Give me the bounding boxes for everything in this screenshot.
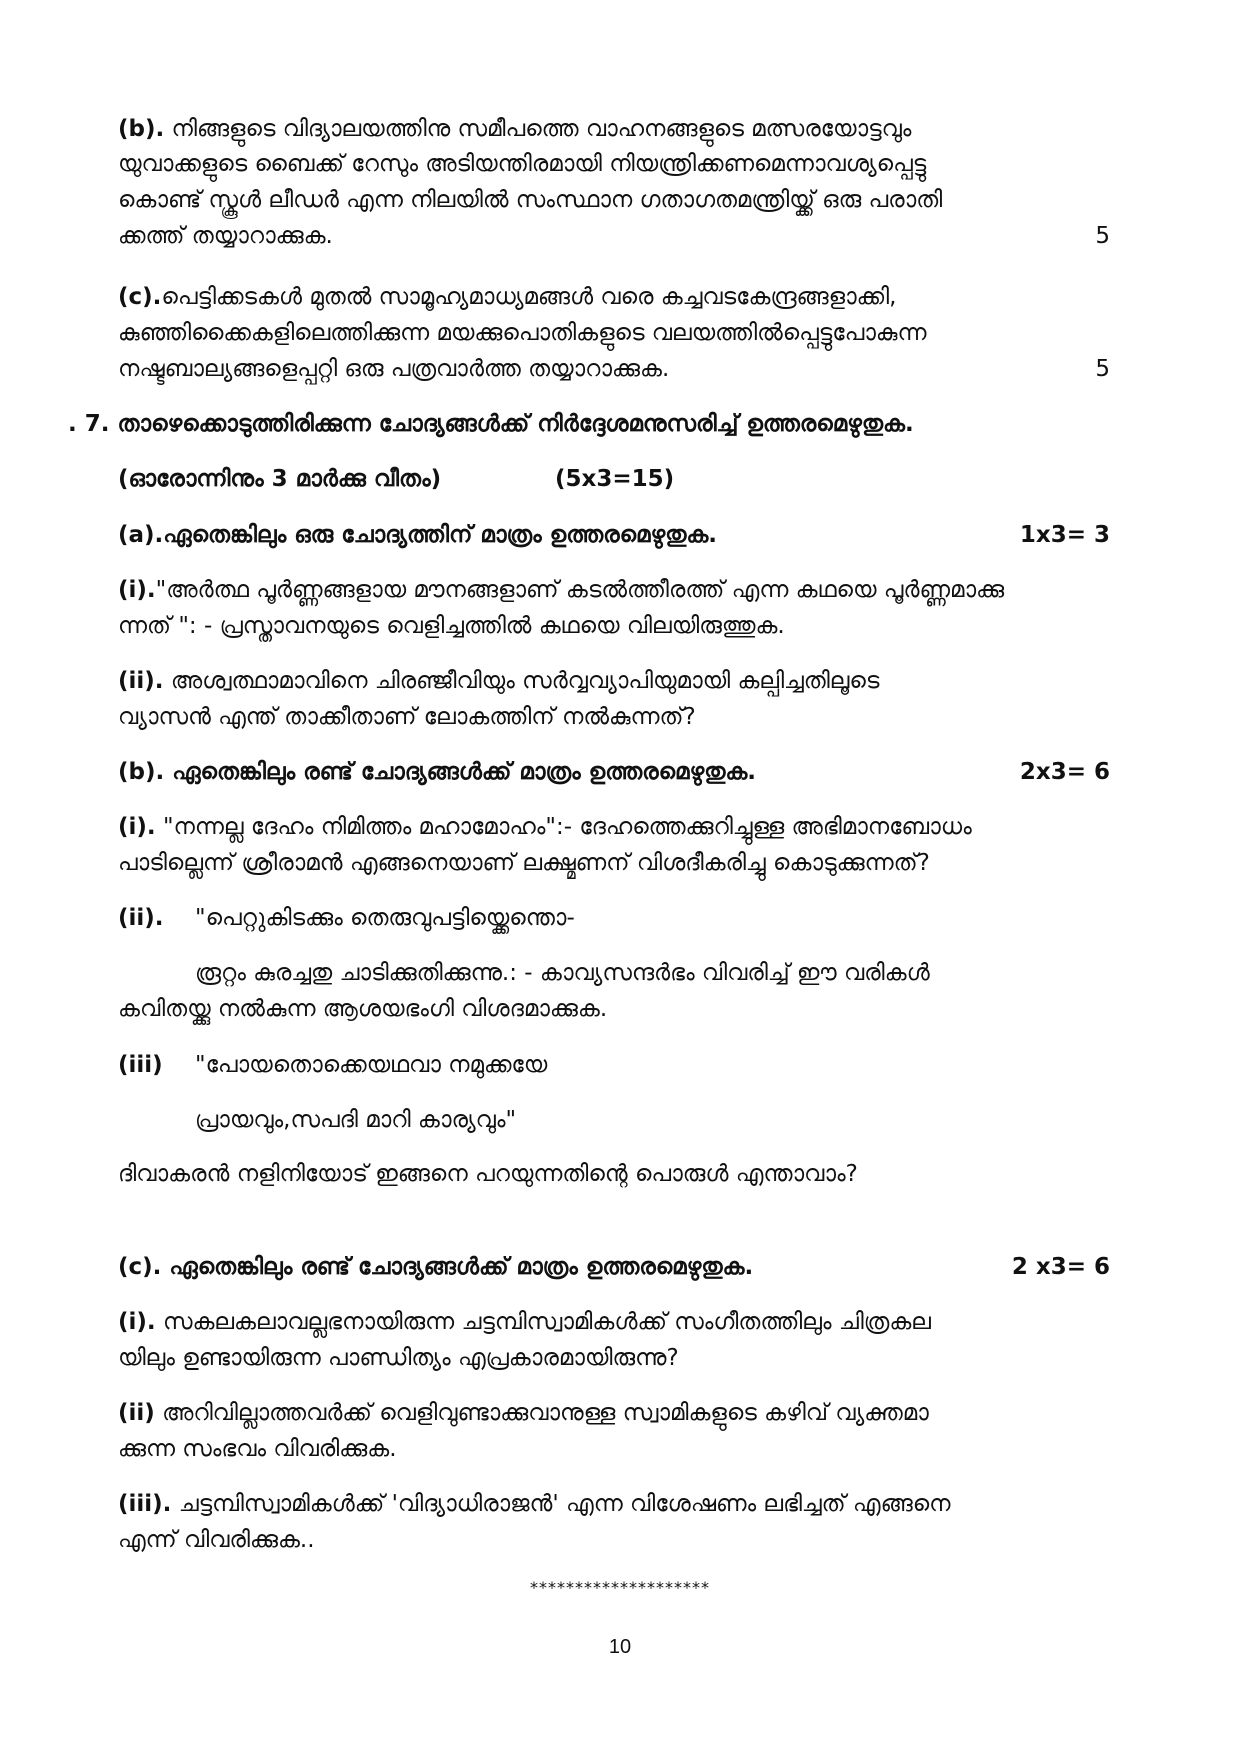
q7b-i-line-2: പാടില്ലെന്ന് ശ്രീരാമൻ എങ്ങനെയാണ് ലക്ഷ്മണന് വിശദീകരിച്ചു കൊടുക്കുന്നത്?	[118, 850, 930, 876]
q7c-ii-line-1	[118, 1396, 929, 1430]
q7c-iii-line-1	[118, 1487, 950, 1521]
q7b-i-line-1	[118, 810, 972, 844]
q6b-mark: 5	[1095, 223, 1110, 249]
q7a-i-text-1: "അർത്ഥ പൂർണ്ണങ്ങളായ മൗനങ്ങളാണ് കടൽത്തീരത്ത് എന്ന കഥയെ പൂർണ്ണമാക്കു	[155, 577, 1005, 603]
q6b-line-1	[118, 112, 911, 146]
q6c-label: (c).	[118, 284, 162, 310]
q6b-label: (b).	[118, 116, 165, 142]
q7-heading: . 7. താഴെക്കൊടുത്തിരിക്കുന്ന ചോദ്യങ്ങൾക്ക് നിർദ്ദേശമനുസരിച്ച് ഉത്തരമെഴുതുക.	[68, 411, 914, 437]
q6b-line-2: യുവാക്കളുടെ ബൈക്ക് റേസും അടിയന്തിരമായി നിയന്ത്രിക്കണമെന്നാവശ്യപ്പെട്ടു	[118, 151, 927, 177]
q7b-iii-line-1: "പോയതൊക്കെയഥവാ നമുക്കയേ	[195, 1052, 548, 1078]
q6b-line-3: കൊണ്ട് സ്കൂൾ ലീഡർ എന്ന നിലയിൽ സംസ്ഥാന ഗതാഗതമന്ത്രിയ്ക്ക് ഒരു പരാതി	[118, 187, 943, 213]
q7a-ii-line-2: വ്യാസൻ എന്ത് താക്കീതാണ് ലോകത്തിന് നൽകുന്നത്?	[118, 704, 696, 730]
q7c-ii-label: (ii)	[118, 1400, 155, 1426]
q7c-instruction: (c). ഏതെങ്കിലും രണ്ട് ചോദ്യങ്ങൾക്ക് മാത്രം ഉത്തരമെഴുതുക.	[118, 1254, 754, 1280]
q7b-iii-line-2: പ്രായവും,സപദി മാറി കാര്യവും"	[195, 1107, 517, 1133]
q6c-text-1: പെട്ടിക്കടകൾ മുതൽ സാമൂഹ്യമാധ്യമങ്ങൾ വരെ കച്ചവടകേന്ദ്രങ്ങളാക്കി,	[161, 284, 897, 310]
q7b-ii-line-2: രൂറ്റം കുരച്ചതു ചാടിക്കുതിക്കുന്നു.: - കാവ്യസന്ദർഭം വിവരിച്ച് ഈ വരികൾ	[195, 960, 930, 986]
q6b-line-4: ക്കത്ത് തയ്യാറാക്കുക.	[118, 223, 333, 249]
q7a-i-line-1	[118, 573, 1004, 607]
q7a-ii-line-1	[118, 664, 879, 698]
q7b-iii-label: (iii)	[118, 1052, 163, 1078]
q7a-i-line-2: ന്നത് ": - പ്രസ്താവനയുടെ വെളിച്ചത്തിൽ കഥയെ വിലയിരുത്തുക.	[118, 613, 785, 639]
q7c-i-label: (i).	[118, 1309, 156, 1335]
q6c-line-3: നഷ്ടബാല്യങ്ങളെപ്പറ്റി ഒരു പത്രവാർത്ത തയ്യാറാക്കുക.	[118, 356, 670, 382]
q7c-ii-line-2: ക്കുന്ന സംഭവം വിവരിക്കുക.	[118, 1436, 397, 1462]
q7c-mark: 2 x3= 6	[1011, 1254, 1110, 1280]
q7c-i-text-1: സകലകലാവല്ലഭനായിരുന്ന ചട്ടമ്പിസ്വാമികൾക്ക് സംഗീതത്തിലും ചിത്രകല	[162, 1309, 931, 1335]
q6c-line-2: കുഞ്ഞിക്കൈകളിലെത്തിക്കുന്ന മയക്കുപൊതികളുടെ വലയത്തിൽപ്പെട്ടുപോകുന്ന	[118, 320, 927, 346]
q7c-iii-line-2: എന്ന് വിവരിക്കുക..	[118, 1527, 315, 1553]
q7b-i-label: (i).	[118, 814, 156, 840]
q7b-ii-line-1: "പെറ്റുകിടക്കും തെരുവുപട്ടിയ്ക്കെന്തൊ-	[195, 905, 575, 931]
q7c-iii-label: (iii).	[118, 1491, 172, 1517]
q7a-ii-label: (ii).	[118, 668, 164, 694]
q6b-text-1: നിങ്ങളുടെ വിദ്യാലയത്തിനു സമീപത്തെ വാഹനങ്ങളുടെ മത്സരയോട്ടവും	[171, 116, 912, 142]
q7c-iii-text-1: ചട്ടമ്പിസ്വാമികൾക്ക് 'വിദ്യാധിരാജൻ' എന്ന വിശേഷണം ലഭിച്ചത് എങ്ങനെ	[178, 1491, 951, 1517]
q7b-mark: 2x3= 6	[1019, 759, 1110, 785]
q7-marks-note: (ഓരോന്നിനും 3 മാർക്കു വീതം)	[118, 466, 442, 492]
q7-marks-total: (5x3=15)	[555, 466, 675, 492]
q6c-mark: 5	[1095, 356, 1110, 382]
q7a-mark: 1x3= 3	[1019, 522, 1110, 548]
q7b-ii-label: (ii).	[118, 905, 164, 931]
q7b-ii-line-3: കവിതയ്ക്കു നൽകുന്ന ആശയഭംഗി വിശദമാക്കുക.	[118, 996, 608, 1022]
q7a-instruction: (a).ഏതെങ്കിലും ഒരു ചോദ്യത്തിന് മാത്രം ഉത്തരമെഴുതുക.	[118, 522, 718, 548]
q7b-instruction: (b). ഏതെങ്കിലും രണ്ട് ചോദ്യങ്ങൾക്ക് മാത്രം ഉത്തരമെഴുതുക.	[118, 759, 757, 785]
q7c-i-line-2: യിലും ഉണ്ടായിരുന്ന പാണ്ഡിത്യം എപ്രകാരമായിരുന്നു?	[118, 1345, 679, 1371]
q7a-i-label: (i).	[118, 577, 156, 603]
q7b-i-text-1: "നന്നല്ല ദേഹം നിമിത്തം മഹാമോഹം":- ദേഹത്തെക്കുറിച്ചുള്ള അഭിമാനബോധം	[162, 814, 972, 840]
section-end-stars: ********************	[530, 1578, 710, 1597]
q7c-i-line-1	[118, 1305, 931, 1339]
q7c-ii-text-1: അറിവില്ലാത്തവർക്ക് വെളിവുണ്ടാക്കുവാനുള്ള സ്വാമികളുടെ കഴിവ് വ്യക്തമാ	[162, 1400, 929, 1426]
q7a-ii-text-1: അശ്വത്ഥാമാവിനെ ചിരഞ്ജീവിയും സർവ്വവ്യാപിയുമായി കല്പിച്ചതിലൂടെ	[170, 668, 880, 694]
q7b-iii-line-3: ദിവാകരൻ നളിനിയോട് ഇങ്ങനെ പറയുന്നതിന്റെ പൊരുൾ എന്താവാം?	[118, 1161, 858, 1187]
q6c-line-1	[118, 280, 896, 314]
page-number: 10	[608, 1636, 632, 1658]
